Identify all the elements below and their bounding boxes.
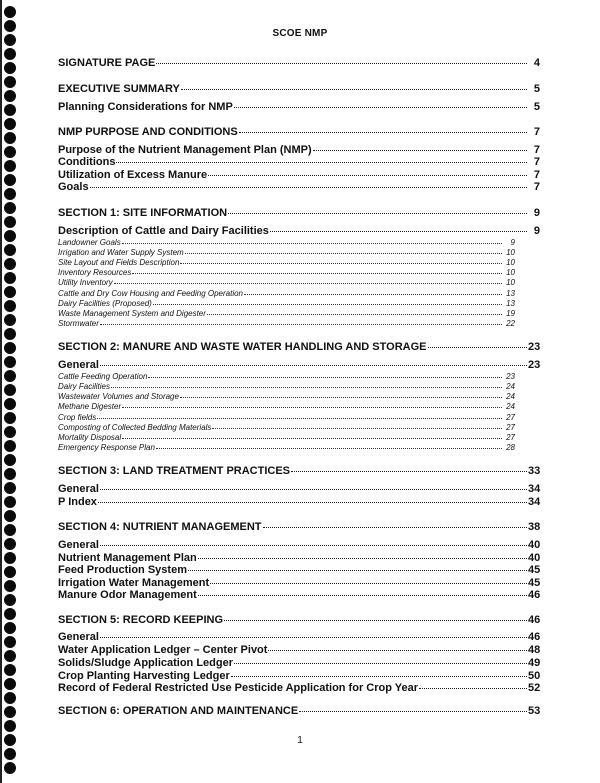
toc-entry: Purpose of the Nutrient Management Plan (NMP) 7 [58, 144, 540, 156]
toc-entry: Manure Odor Management 46 [58, 589, 541, 601]
toc-item: Waste Management System and Digester 19 [58, 309, 515, 318]
toc-entry: P Index 34 [58, 496, 541, 508]
toc-item: Composting of Collected Bedding Materials 27 [58, 423, 515, 432]
toc-section-6: SECTION 6: OPERATION AND MAINTENANCE 53 [58, 705, 541, 717]
binding-hole [4, 356, 16, 368]
binding-hole [4, 244, 16, 256]
toc-section-2: SECTION 2: MANURE AND WASTE WATER HANDLING AND STORAGE 23 [58, 341, 541, 353]
toc-section-4: SECTION 4: NUTRIENT MANAGEMENT 38 [58, 521, 541, 533]
binding-hole [4, 720, 16, 732]
binding-hole [4, 160, 16, 172]
page-edge [0, 0, 2, 783]
toc-entry: Crop Planting Harvesting Ledger 50 [58, 670, 541, 682]
binding-hole [4, 104, 16, 116]
binding-hole [4, 608, 16, 620]
toc-entry: Utilization of Excess Manure 7 [58, 169, 540, 181]
binding-hole [4, 90, 16, 102]
binding-hole [4, 622, 16, 634]
binding-hole [4, 482, 16, 494]
toc-entry: Nutrient Management Plan 40 [58, 552, 541, 564]
binding-hole [4, 580, 16, 592]
toc-item: Cattle and Dry Cow Housing and Feeding Operation 13 [58, 289, 515, 298]
toc-section-nmp-purpose: NMP PURPOSE AND CONDITIONS 7 [58, 126, 540, 138]
binding-hole [4, 258, 16, 270]
toc-entry: Goals 7 [58, 181, 540, 193]
binding-hole [4, 146, 16, 158]
binding-hole [4, 230, 16, 242]
binding-hole [4, 510, 16, 522]
binding-hole [4, 132, 16, 144]
binding-hole [4, 748, 16, 760]
binding-hole [4, 342, 16, 354]
toc-entry: Planning Considerations for NMP 5 [58, 101, 540, 113]
toc-entry: General 40 [58, 539, 541, 551]
binding-hole [4, 678, 16, 690]
toc-entry: Record of Federal Restricted Use Pesticide Application for Crop Year 52 [58, 682, 541, 694]
binding-hole [4, 566, 16, 578]
toc-item: Methane Digester 24 [58, 402, 515, 411]
binding-hole [4, 62, 16, 74]
binding-hole [4, 328, 16, 340]
binding-hole [4, 6, 16, 18]
toc-entry: General 23 [58, 359, 541, 371]
toc-entry: Feed Production System 45 [58, 564, 541, 576]
toc-item: Crop fields 27 [58, 413, 515, 422]
toc-item: Landowner Goals 9 [58, 238, 515, 247]
toc-item: Dairy Facilities (Proposed) 13 [58, 299, 515, 308]
binding-hole [4, 496, 16, 508]
binding-hole [4, 538, 16, 550]
binding-hole [4, 272, 16, 284]
binding-hole [4, 300, 16, 312]
binding-hole [4, 286, 16, 298]
binding-hole [4, 370, 16, 382]
toc-item: Emergency Response Plan 28 [58, 443, 515, 452]
toc-entry: General 34 [58, 483, 541, 495]
binding-hole [4, 314, 16, 326]
spiral-binding [0, 0, 24, 783]
toc-item: Site Layout and Fields Description 10 [58, 258, 515, 267]
toc-entry: Water Application Ledger – Center Pivot 48 [58, 644, 541, 656]
toc-item: Cattle Feeding Operation 23 [58, 372, 515, 381]
binding-hole [4, 216, 16, 228]
binding-hole [4, 174, 16, 186]
toc-item: Utility Inventory 10 [58, 278, 515, 287]
toc-entry: Description of Cattle and Dairy Facilities 9 [58, 225, 540, 237]
binding-hole [4, 384, 16, 396]
toc-section-executive-summary: EXECUTIVE SUMMARY 5 [58, 83, 540, 95]
binding-hole [4, 118, 16, 130]
binding-hole [4, 524, 16, 536]
binding-hole [4, 664, 16, 676]
toc-entry: General 46 [58, 631, 541, 643]
binding-hole [4, 650, 16, 662]
toc-item: Dairy Facilities 24 [58, 382, 515, 391]
toc-section-5: SECTION 5: RECORD KEEPING 46 [58, 614, 541, 626]
binding-hole [4, 706, 16, 718]
toc-item: Mortality Disposal 27 [58, 433, 515, 442]
toc-section-signature-page: SIGNATURE PAGE 4 [58, 57, 540, 69]
page-title: SCOE NMP [272, 28, 328, 39]
binding-hole [4, 426, 16, 438]
toc-item: Wastewater Volumes and Storage 24 [58, 392, 515, 401]
binding-hole [4, 202, 16, 214]
binding-hole [4, 692, 16, 704]
toc-section-3: SECTION 3: LAND TREATMENT PRACTICES 33 [58, 465, 541, 477]
toc-entry: Irrigation Water Management 45 [58, 577, 541, 589]
binding-hole [4, 636, 16, 648]
binding-hole [4, 468, 16, 480]
binding-hole [4, 762, 16, 774]
binding-hole [4, 76, 16, 88]
binding-hole [4, 552, 16, 564]
toc-item: Stormwater 22 [58, 319, 515, 328]
binding-hole [4, 454, 16, 466]
binding-hole [4, 440, 16, 452]
binding-hole [4, 48, 16, 60]
toc-item: Irrigation and Water Supply System 10 [58, 248, 515, 257]
binding-hole [4, 412, 16, 424]
binding-hole [4, 398, 16, 410]
page-number: 1 [297, 735, 303, 746]
toc-entry: Solids/Sludge Application Ledger 49 [58, 657, 541, 669]
binding-hole [4, 188, 16, 200]
binding-hole [4, 594, 16, 606]
toc-section-1: SECTION 1: SITE INFORMATION 9 [58, 207, 540, 219]
toc-entry: Conditions 7 [58, 156, 540, 168]
toc-item: Inventory Resources 10 [58, 268, 515, 277]
